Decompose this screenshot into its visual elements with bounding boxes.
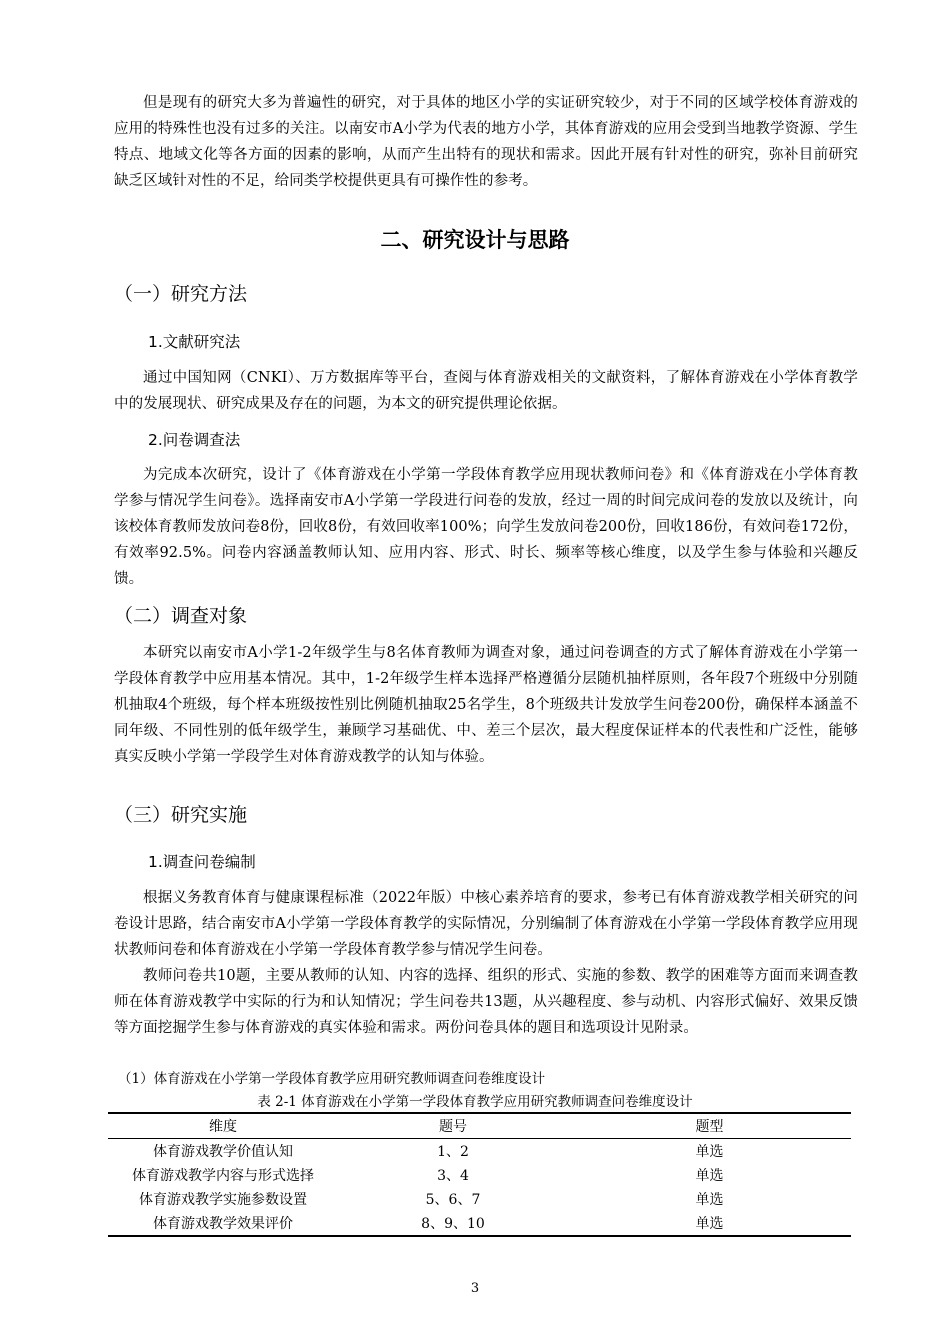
literature-paragraph: 通过中国知网（CNKI）、万方数据库等平台，查阅与体育游戏相关的文献资料，了解体育游戏在小学体育教学中的发展现状、研究成果及存在的问题，为本文的研究提供理论依据。 [114, 370, 858, 412]
table-cell: 3、4 [437, 1168, 469, 1184]
subjects-paragraph: 本研究以南安市A小学1-2年级学生与8名体育教师为调查对象，通过问卷调查的方式了解体育游戏在小学第一学段体育教学中应用基本情况。其中，1-2年级学生样本选择严格遵循分层随机抽样原则，各年段7个班级中分别随机抽取4个班级，每个样本班级按性别比例随机抽取25名学生，8个班级共计发放学生问卷200份，确保样本涵盖不同年级、不同性别的低年级学生，兼顾学习基础优、中、差三个层次，最大程度保证样本的代表性和广泛性，能够真实反映小学第一学段学生对体育游戏教学的认知与体验。 [114, 645, 858, 765]
compilation-paragraph-1: 根据义务教育体育与健康课程标准（2022年版）中核心素养培育的要求，参考已有体育游戏教学相关研究的问卷设计思路，结合南安市A小学第一学段体育教学的实际情况，分别编制了体育游戏在小学第一学段体育教学应用现状教师问卷和体育游戏在小学第一学段体育教学参与情况学生问卷。 [114, 890, 858, 958]
table-header-cell: 题号 [439, 1119, 467, 1135]
subsection-title-questionnaire: 2.问卷调查法 [148, 431, 241, 449]
table-caption: 表 2-1 体育游戏在小学第一学段体育教学应用研究教师调查问卷维度设计 [257, 1094, 693, 1110]
section-title-methods: （一）研究方法 [114, 283, 248, 305]
table-row [108, 1163, 851, 1187]
table-row [108, 1211, 851, 1236]
table-cell: 体育游戏教学价值认知 [153, 1144, 293, 1160]
table-header-cell: 维度 [209, 1119, 237, 1135]
item-label: （1）体育游戏在小学第一学段体育教学应用研究教师调查问卷维度设计 [118, 1071, 546, 1087]
table-row [108, 1187, 851, 1211]
table-cell: 单选 [695, 1144, 724, 1160]
section-title-subjects: （二）调查对象 [114, 605, 248, 627]
subsection-title-compilation: 1.调查问卷编制 [148, 853, 256, 871]
subsection-title-literature: 1.文献研究法 [148, 333, 241, 351]
table-cell: 单选 [695, 1168, 724, 1184]
table-row [108, 1139, 851, 1164]
dimension-table [108, 1112, 851, 1237]
questionnaire-paragraph: 为完成本次研究，设计了《体育游戏在小学第一学段体育教学应用现状教师问卷》和《体育游戏在小学体育教学参与情况学生问卷》。选择南安市A小学第一学段进行问卷的发放，经过一周的时间完成问卷的发放以及统计，向该校体育教师发放问卷8份，回收8份，有效回收率100%；向学生发放问卷200份，回收186份，有效问卷172份，有效率92.5%。问卷内容涵盖教师认知、应用内容、形式、时长、频率等核心维度，以及学生参与体验和兴趣反馈。 [114, 467, 858, 587]
table-cell: 体育游戏教学效果评价 [153, 1216, 293, 1232]
chapter-title: 二、研究设计与思路 [380, 228, 570, 252]
table-cell: 体育游戏教学内容与形式选择 [132, 1168, 314, 1184]
table-cell: 单选 [695, 1216, 724, 1232]
intro-paragraph: 但是现有的研究大多为普遍性的研究，对于具体的地区小学的实证研究较少，对于不同的区域学校体育游戏的应用的特殊性也没有过多的关注。以南安市A小学为代表的地方小学，其体育游戏的应用会受到当地教学资源、学生特点、地域文化等各方面的因素的影响，从而产生出特有的现状和需求。因此开展有针对性的研究，弥补目前研究缺乏区域针对性的不足，给同类学校提供更具有可操作性的参考。 [114, 95, 858, 189]
table-cell: 单选 [695, 1192, 724, 1208]
section-title-implementation: （三）研究实施 [114, 804, 248, 826]
table-cell: 1、2 [437, 1144, 469, 1160]
table-header-row [108, 1113, 851, 1139]
table-cell: 8、9、10 [421, 1216, 485, 1232]
table-header-cell: 题型 [695, 1119, 724, 1135]
table-cell: 体育游戏教学实施参数设置 [139, 1192, 307, 1208]
table-cell: 5、6、7 [425, 1192, 481, 1208]
page-number: 3 [470, 1281, 480, 1296]
compilation-paragraph-2: 教师问卷共10题，主要从教师的认知、内容的选择、组织的形式、实施的参数、教学的困难等方面而来调查教师在体育游戏教学中实际的行为和认知情况；学生问卷共13题，从兴趣程度、参与动机、内容形式偏好、效果反馈等方面挖掘学生参与体育游戏的真实体验和需求。两份问卷具体的题目和选项设计见附录。 [114, 968, 858, 1036]
